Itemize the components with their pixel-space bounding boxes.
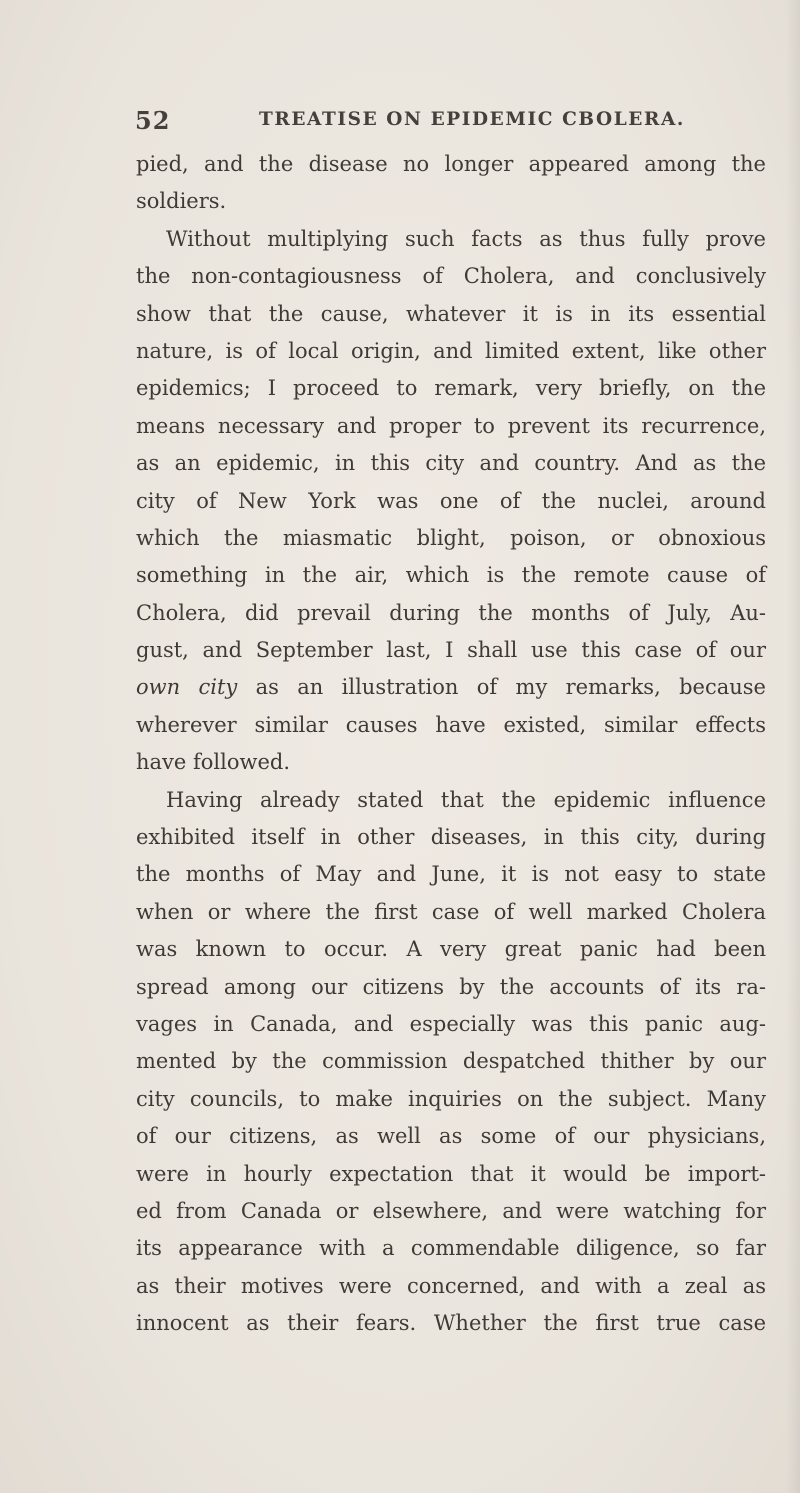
text-line: soldiers. (136, 189, 227, 214)
text-line: the non-contagiousness of Cholera, and conclusively (136, 264, 766, 289)
text-line: which the miasmatic blight, poison, or obnoxious (136, 525, 766, 550)
running-head (135, 106, 775, 138)
body-text (136, 146, 766, 1343)
text-line: as their motives were concerned, and with a zeal as (136, 1273, 766, 1298)
text-line: was known to occur. A very great panic had been (136, 937, 766, 962)
text-line: pied, and the disease no longer appeared among the (136, 152, 766, 176)
text-line: of our citizens, as well as some of our physicians, (136, 1124, 766, 1149)
text-line: city of New York was one of the nuclei, around (136, 488, 766, 513)
paragraph-start-line: Without multiplying such facts as thus fully prove (166, 226, 766, 251)
paragraph-start-line: Having already stated that the epidemic influence (166, 787, 766, 812)
text-line: spread among our citizens by the accounts of its ra- (136, 974, 766, 999)
text-line: the months of May and June, it is not easy to state (136, 862, 766, 887)
text-line: wherever similar causes have existed, similar effects (136, 712, 766, 737)
text-line: gust, and September last, I shall use this case of our (136, 638, 766, 663)
text-line: when or where the first case of well marked Cholera (136, 899, 766, 924)
text-line-with-emphasis (136, 669, 766, 706)
page-number: 52 (135, 106, 171, 135)
text-segment: as an illustration of my remarks, because (255, 675, 766, 700)
text-line: have followed. (136, 750, 291, 775)
text-line: its appearance with a commendable diligence, so far (136, 1236, 766, 1261)
text-line: innocent as their fears. Whether the first true case (136, 1311, 766, 1336)
text-line: vages in Canada, and especially was this panic aug- (136, 1011, 766, 1036)
text-line: means necessary and proper to prevent its recurrence, (136, 413, 766, 438)
text-line: ed from Canada or elsewhere, and were watching for (136, 1198, 766, 1223)
emphasis-text: own city (136, 675, 238, 700)
text-line: exhibited itself in other diseases, in this city, during (136, 825, 766, 850)
text-line: city councils, to make inquiries on the subject. Many (136, 1086, 766, 1111)
text-line: epidemics; I proceed to remark, very briefly, on the (136, 376, 766, 401)
page-edge-shadow (786, 0, 800, 1493)
text-line: as an epidemic, in this city and country. And as the (136, 451, 766, 476)
text-line: Cholera, did prevail during the months of July, Au- (136, 600, 766, 625)
text-line: were in hourly expectation that it would be import- (136, 1161, 766, 1186)
running-title: TREATISE ON EPIDEMIC CBOLERA. (259, 109, 685, 130)
text-line: something in the air, which is the remote cause of (136, 563, 766, 588)
text-line: nature, is of local origin, and limited extent, like other (136, 338, 766, 363)
text-line: mented by the commission despatched thither by our (136, 1049, 766, 1074)
text-line: show that the cause, whatever it is in its essential (136, 301, 766, 326)
